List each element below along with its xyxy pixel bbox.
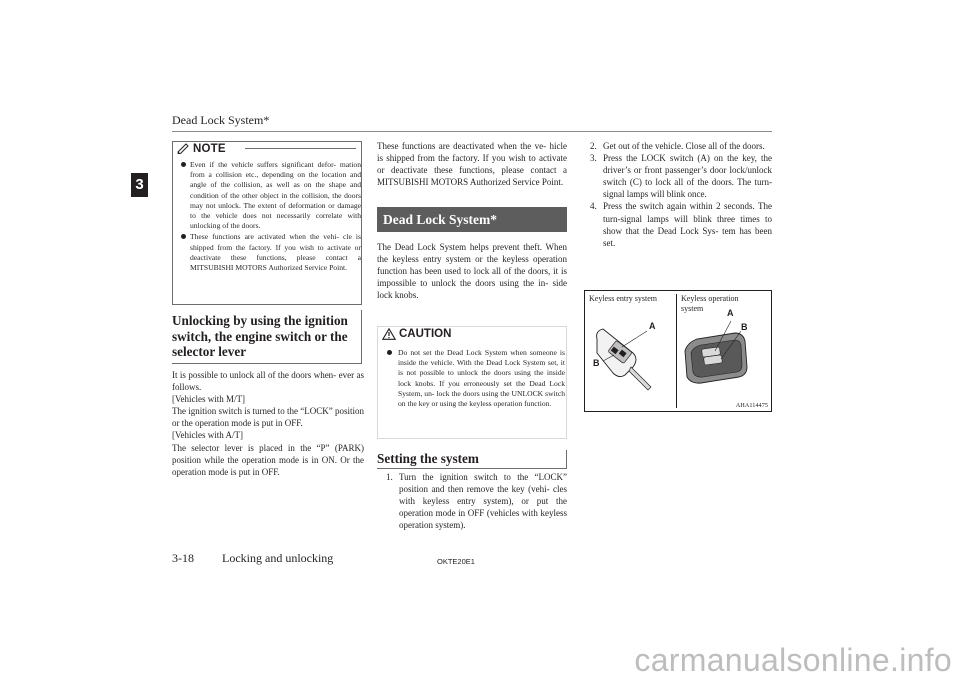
caution-header xyxy=(382,328,451,340)
step-text: Press the switch again within 2 seconds. The turn-signal lamps will blink three times to show that the Dead Lock Sys- tem has been set. xyxy=(603,201,772,248)
step-item xyxy=(590,200,772,248)
step-item xyxy=(386,471,567,531)
step-text: Press the LOCK switch (A) on the key, the driver’s or front passenger’s door lock/unlock switch (C) to lock all of the doors. The turn-signal lamps will blink once. xyxy=(603,153,772,200)
bullet-icon xyxy=(181,234,186,239)
figure-letter-a-right: A xyxy=(727,308,734,318)
note-item-text: Even if the vehicle suffers significant defor- mation from a collision etc., depending on the location and angle of the collision, as well as on the shape and condition of the other object in the collision, the doors may not unlock. The extent of deformation or damage to the vehicle does not necessarily correlate with unlocking of the doors. xyxy=(190,160,361,231)
unlock-body xyxy=(172,369,364,478)
unlock-paragraph: [Vehicles with M/T] xyxy=(172,394,245,405)
setting-heading-box xyxy=(377,450,567,469)
caution-item-text: Do not set the Dead Lock System when someone is inside the vehicle. With the Dead Lock System set, it is not possible to unlock the doors using the inside lock knobs. If you erroneously set the Dead Lock System, un- lock the doors using the UNLOCK switch on the key or using the keyless operation function. xyxy=(398,348,565,409)
step-number: 2. xyxy=(590,141,597,151)
unlock-heading: Unlocking by using the ignition switch, the engine switch or the selector lever xyxy=(172,313,348,359)
caution-box xyxy=(377,326,567,439)
step-item xyxy=(590,152,772,200)
unlock-heading-box xyxy=(172,310,362,364)
unlock-paragraph: The ignition switch is turned to the “LOCK” position or the operation mode is put in OFF. xyxy=(172,406,364,429)
figure-label-keyless-entry: Keyless entry system xyxy=(589,294,657,303)
deactivated-paragraph: These functions are deactivated when the ve- hicle is shipped from the factory. If you wish to activate or deactivate these functions, please contact a MITSUBISHI MOTORS Authorized Service Point. xyxy=(377,141,567,188)
dead-lock-intro: The Dead Lock System helps prevent theft. When the keyless entry system or the keyless operation function has been used to lock all of the doors, it is impossible to unlock the doors using the in- side lock knobs. xyxy=(377,242,567,301)
note-item xyxy=(181,160,361,231)
setting-steps-part1 xyxy=(386,471,567,531)
step-text: Turn the ignition switch to the “LOCK” position and then remove the key (vehi- cles with keyless entry system), or put the operation mode in OFF (vehicles with keyless operation system). xyxy=(399,472,567,531)
keyless-operation-key-icon xyxy=(685,321,747,383)
unlock-paragraph: The selector lever is placed in the “P” (PARK) position while the operation mode is in ON. Or the operation mode is put in OFF. xyxy=(172,442,364,477)
step-text: Get out of the vehicle. Close all of the doors. xyxy=(603,141,765,151)
watermark: carmanualsonline.info xyxy=(634,642,952,678)
footer-section-title: Locking and unlocking xyxy=(222,551,334,565)
step-number: 1. xyxy=(386,472,393,482)
unlock-paragraph: [Vehicles with A/T] xyxy=(172,430,243,441)
figure-letter-a-left: A xyxy=(649,321,656,331)
bullet-icon xyxy=(181,162,186,167)
figure-code: AHA114475 xyxy=(735,402,768,409)
figure-letter-b-right: B xyxy=(741,322,748,332)
note-rule xyxy=(245,148,356,149)
note-pen-icon xyxy=(177,143,190,154)
setting-steps-part2 xyxy=(590,140,772,249)
figure-label-keyless-operation: Keyless operation system xyxy=(681,294,739,313)
page-header-title: Dead Lock System* xyxy=(172,113,270,127)
key-illustration xyxy=(585,291,771,411)
footer-doc-code: OKTE20E1 xyxy=(437,557,475,566)
header-rule xyxy=(172,131,772,132)
footer-page-number: 3-18 xyxy=(172,551,194,565)
caution-label: CAUTION xyxy=(399,328,452,340)
unlock-paragraph: It is possible to unlock all of the doors when- ever as follows. xyxy=(172,370,364,393)
step-number: 3. xyxy=(590,153,597,164)
warning-triangle-icon xyxy=(382,328,396,340)
step-number: 4. xyxy=(590,201,597,212)
caution-item xyxy=(386,348,565,409)
note-item xyxy=(181,232,361,273)
note-label: NOTE xyxy=(193,142,226,155)
chapter-tab: 3 xyxy=(131,173,148,197)
note-item-text: These functions are activated when the vehi- cle is shipped from the factory. If you wish to activate or deactivate these functions, please contact a MITSUBISHI MOTORS Authorized Service Point. xyxy=(190,232,361,273)
dead-lock-heading: Dead Lock System* xyxy=(377,207,567,232)
keyless-entry-key-icon xyxy=(597,329,651,390)
bullet-icon xyxy=(387,350,392,355)
note-box xyxy=(172,141,362,305)
step-item xyxy=(590,140,772,152)
key-figure xyxy=(584,290,772,412)
figure-letter-b-left: B xyxy=(593,358,600,368)
setting-heading: Setting the system xyxy=(377,451,479,466)
note-header xyxy=(177,142,226,155)
